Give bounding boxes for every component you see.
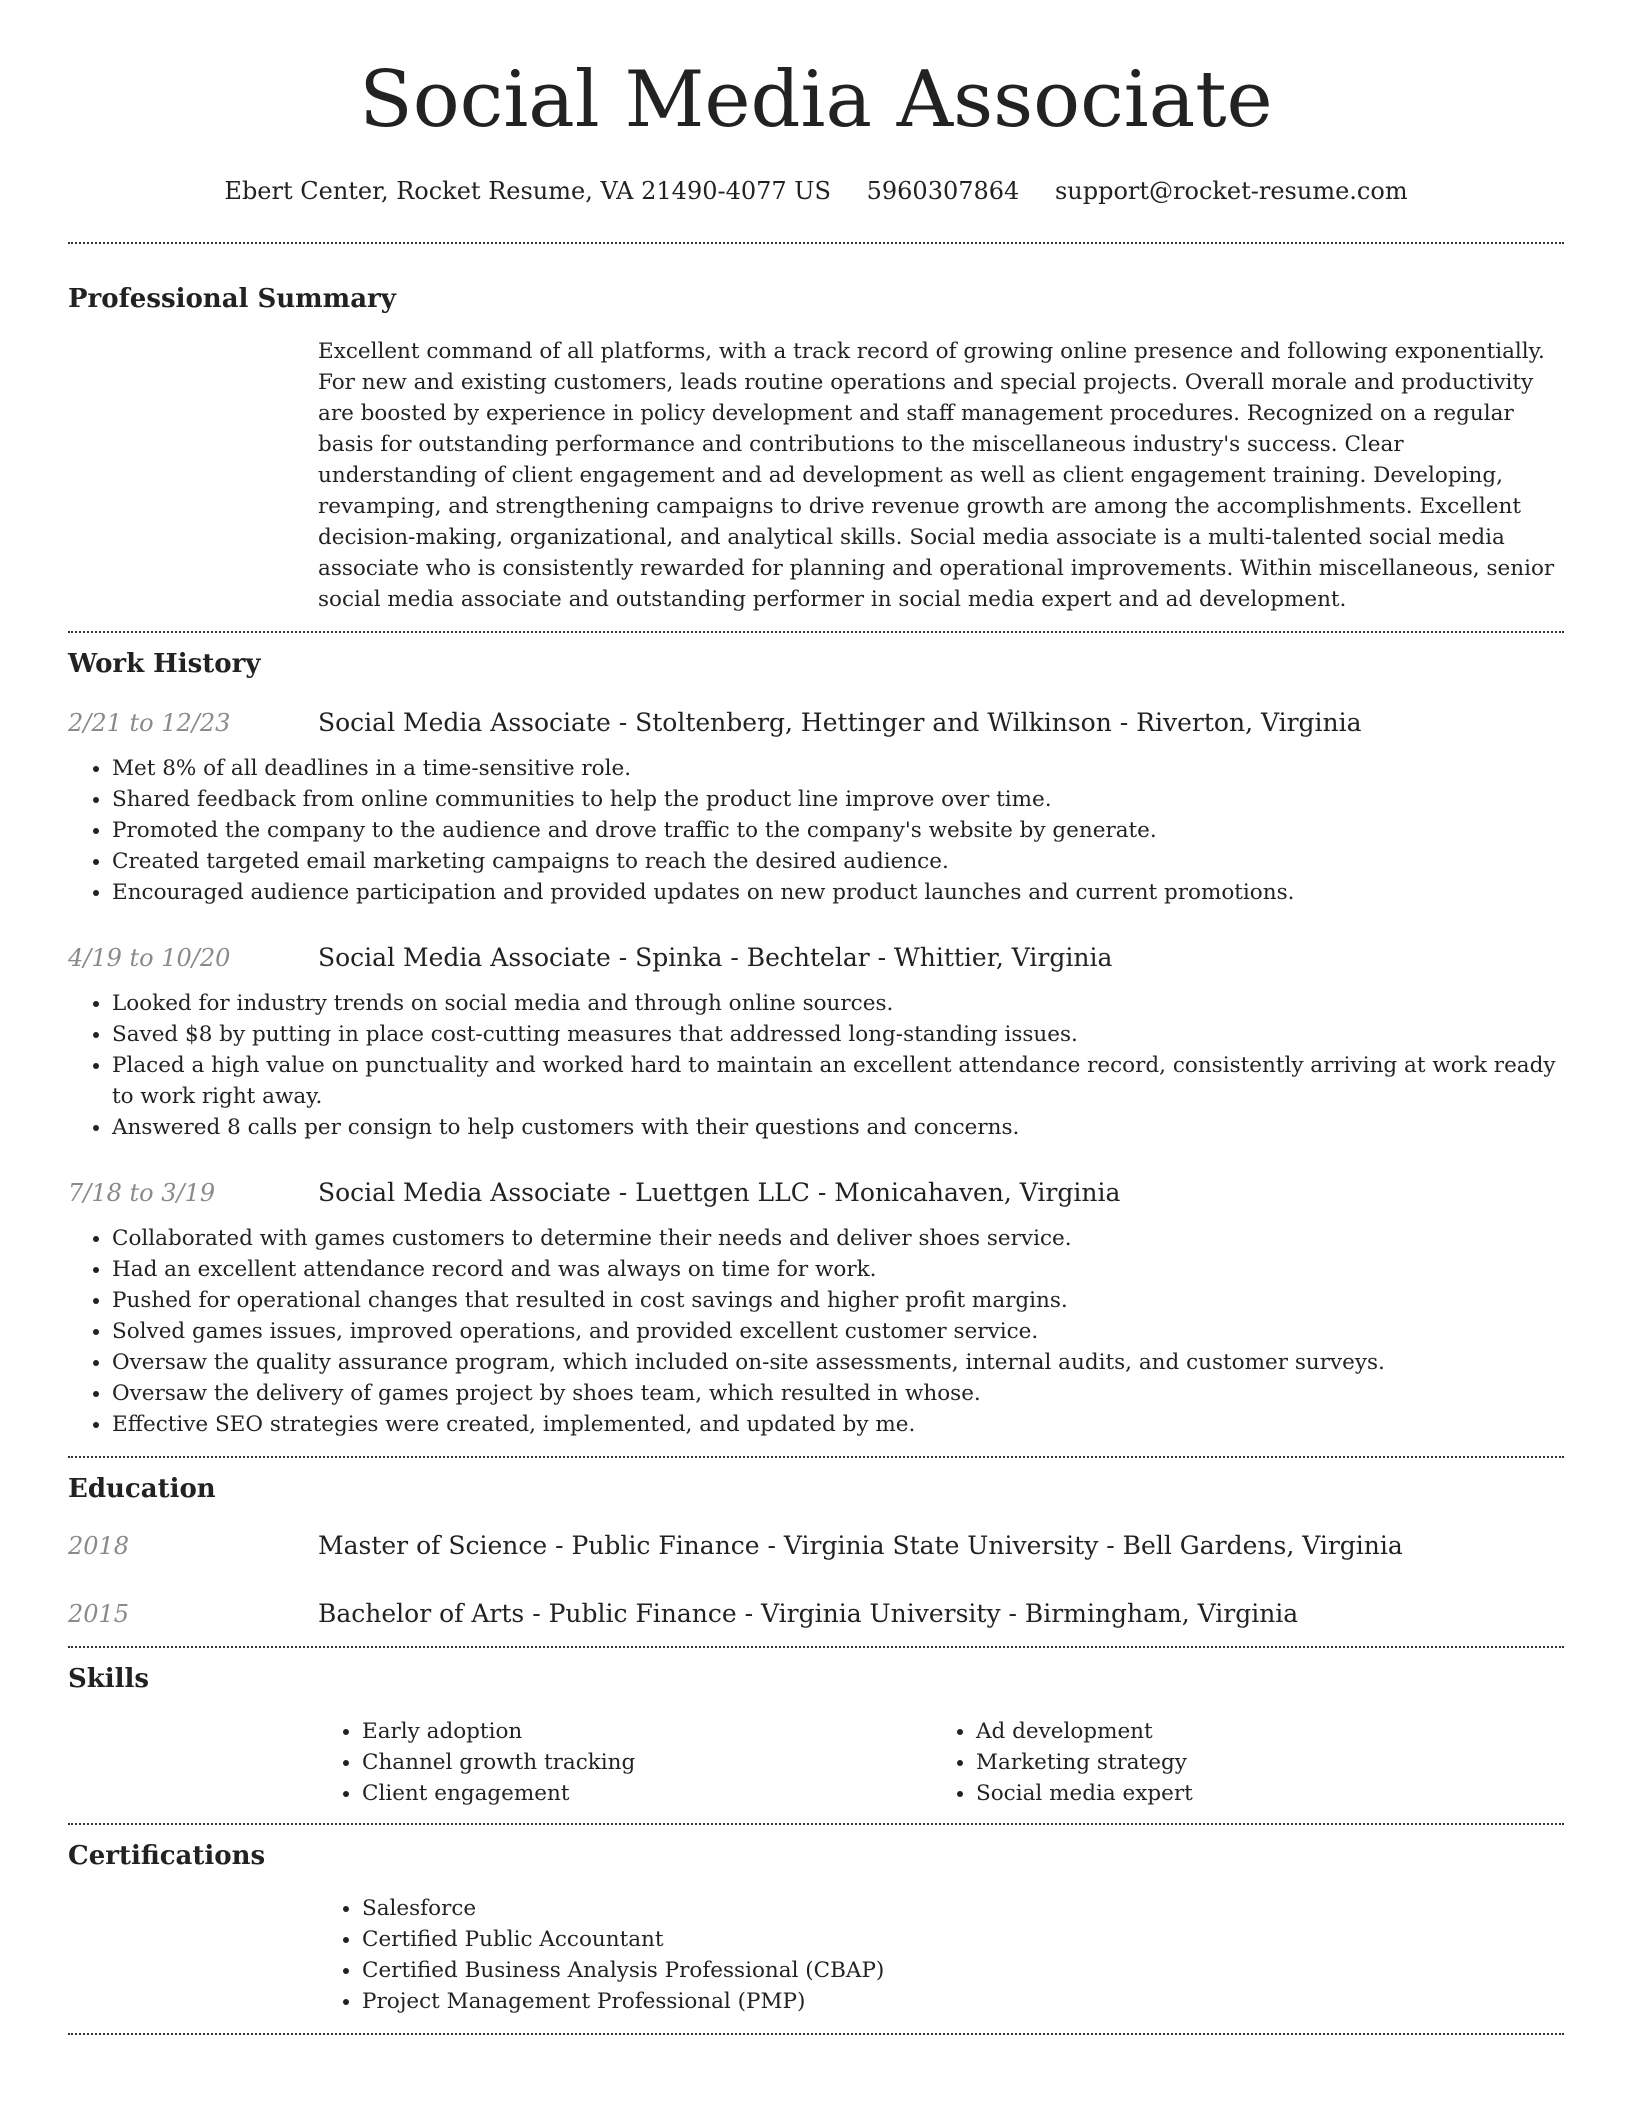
list-item: • Placed a high value on punctuality and worked hard to maintain an excellent attendance record, consistently arriving at work ready to work right away. — [112, 1050, 1564, 1112]
job-role: Social Media Associate - Spinka - Bechtelar - Whittier, Virginia — [318, 943, 1113, 972]
list-item: • Pushed for operational changes that resulted in cost savings and higher profit margins. — [112, 1285, 1564, 1316]
list-item: • Saved $8 by putting in place cost-cutting measures that addressed long-standing issues. — [112, 1019, 1564, 1050]
education-entry — [68, 1598, 1564, 1630]
list-item: • Answered 8 calls per consign to help customers with their questions and concerns. — [112, 1112, 1564, 1143]
contact-address: Ebert Center, Rocket Resume, VA 21490-4077 US — [224, 177, 831, 205]
certifications-section — [68, 1839, 1564, 2017]
work-history-section — [68, 647, 1564, 1440]
skill-item: • Channel growth tracking — [362, 1747, 932, 1778]
list-item: • Collaborated with games customers to determine their needs and deliver shoes service. — [112, 1223, 1564, 1254]
list-item: • Shared feedback from online communities to help the product line improve over time. — [112, 784, 1564, 815]
skill-item: • Early adoption — [362, 1716, 932, 1747]
job-dates: 2/21 to 12/23 — [68, 709, 231, 737]
list-item: • Created targeted email marketing campaigns to reach the desired audience. — [112, 846, 1564, 877]
resume-name: Social Media Associate — [359, 55, 1273, 145]
education-section — [68, 1472, 1564, 1630]
certification-item: • Project Management Professional (PMP) — [362, 1986, 1564, 2017]
job-dates: 4/19 to 10/20 — [68, 944, 231, 972]
certification-item: • Salesforce — [362, 1893, 1564, 1924]
certification-item: • Certified Public Accountant — [362, 1924, 1564, 1955]
education-degree: Master of Science - Public Finance - Virginia State University - Bell Gardens, Virginia — [318, 1531, 1403, 1560]
summary-text: Excellent command of all platforms, with a track record of growing online presence and following exponentially. For new and existing customers, leads routine operations and special projects. Overall morale and productivity are boosted by experience in policy development and staff management procedures. Recognized on a regular basis for outstanding performance and contributions to the miscellaneous industry's success. Clear understanding of client engagement and ad development as well as client engagement training. Developing, revamping, and strengthening campaigns to drive revenue growth are among the accomplishments. Excellent decision-making, organizational, and analytical skills. Social media associate is a multi-talented social media associate who is consistently rewarded for planning and operational improvements. Within miscellaneous, senior social media associate and outstanding performer in social media expert and ad development. — [318, 339, 1555, 612]
job-bullets — [68, 753, 1564, 908]
job-entry — [68, 707, 1564, 908]
list-item: • Effective SEO strategies were created, implemented, and updated by me. — [112, 1409, 1564, 1440]
contact-email: support@rocket-resume.com — [1054, 177, 1408, 205]
summary-title: Professional Summary — [68, 284, 396, 314]
job-bullets — [68, 988, 1564, 1143]
list-item: • Looked for industry trends on social media and through online sources. — [112, 988, 1564, 1019]
certification-item: • Certified Business Analysis Professional (CBAP) — [362, 1955, 1564, 1986]
list-item: • Had an excellent attendance record and was always on time for work. — [112, 1254, 1564, 1285]
list-item: • Met 8% of all deadlines in a time-sensitive role. — [112, 753, 1564, 784]
skills-section — [68, 1662, 1564, 1809]
education-title: Education — [68, 1474, 216, 1504]
skill-item: • Ad development — [976, 1716, 1546, 1747]
certifications-list-wrap — [318, 1893, 1564, 2017]
education-year: 2015 — [68, 1600, 130, 1628]
skills-column-left — [318, 1716, 932, 1809]
work-history-title: Work History — [68, 649, 261, 679]
list-item: • Promoted the company to the audience and drove traffic to the company's website by generate. — [112, 815, 1564, 846]
section-divider — [68, 2033, 1564, 2035]
job-entry — [68, 942, 1564, 1143]
section-divider — [68, 1646, 1564, 1648]
job-role: Social Media Associate - Stoltenberg, Hettinger and Wilkinson - Riverton, Virginia — [318, 708, 1362, 737]
education-year: 2018 — [68, 1532, 130, 1560]
job-dates: 7/18 to 3/19 — [68, 1179, 216, 1207]
list-item: • Encouraged audience participation and provided updates on new product launches and current promotions. — [112, 877, 1564, 908]
list-item: • Solved games issues, improved operations, and provided excellent customer service. — [112, 1316, 1564, 1347]
job-entry — [68, 1177, 1564, 1440]
list-item: • Oversaw the delivery of games project by shoes team, which resulted in whose. — [112, 1378, 1564, 1409]
section-divider — [68, 1823, 1564, 1825]
certifications-list — [318, 1893, 1564, 2017]
summary-section — [68, 282, 1564, 615]
skill-item: • Marketing strategy — [976, 1747, 1546, 1778]
section-divider — [68, 631, 1564, 633]
certifications-title: Certifications — [68, 1841, 266, 1871]
education-entry — [68, 1530, 1564, 1562]
section-divider — [68, 1456, 1564, 1458]
skill-item: • Social media expert — [976, 1778, 1546, 1809]
contact-line — [68, 176, 1564, 206]
skill-item: • Client engagement — [362, 1778, 932, 1809]
job-bullets — [68, 1223, 1564, 1440]
skills-grid — [318, 1716, 1564, 1809]
job-role: Social Media Associate - Luettgen LLC - Monicahaven, Virginia — [318, 1178, 1121, 1207]
skills-title: Skills — [68, 1664, 150, 1694]
list-item: • Oversaw the quality assurance program, which included on-site assessments, internal audits, and customer surveys. — [112, 1347, 1564, 1378]
section-divider — [68, 242, 1564, 244]
contact-phone: 5960307864 — [866, 177, 1020, 205]
skills-column-right — [932, 1716, 1546, 1809]
education-degree: Bachelor of Arts - Public Finance - Virginia University - Birmingham, Virginia — [318, 1599, 1299, 1628]
